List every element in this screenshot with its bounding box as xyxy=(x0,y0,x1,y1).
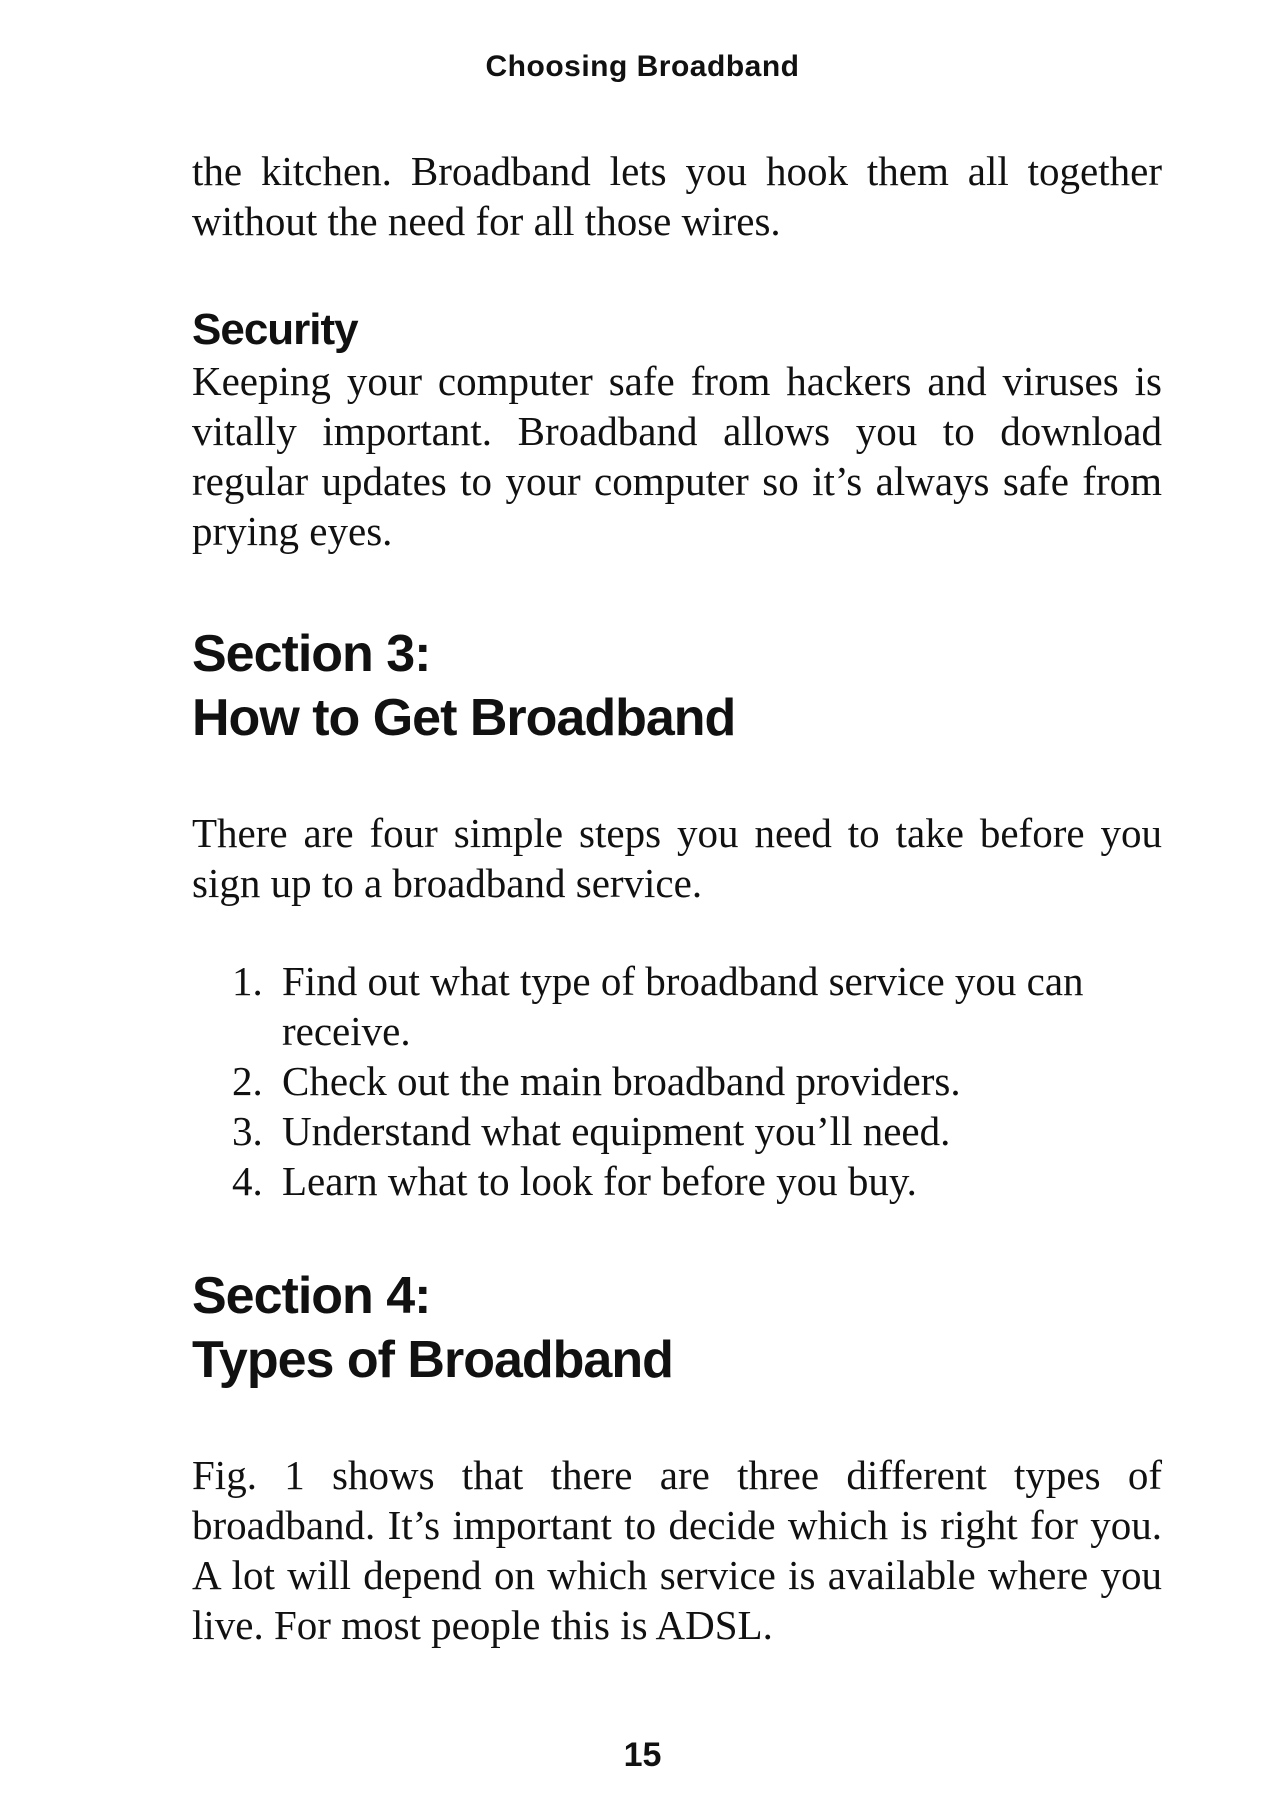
list-item xyxy=(192,1056,1162,1106)
section-4-paragraph: Fig. 1 shows that there are three different types of broadband. It’s important to decide which is right for you. A lot will depend on which service is available where you live. For most people this is ADSL. xyxy=(192,1452,1162,1648)
list-item-number: 1. xyxy=(232,958,263,1004)
list-item xyxy=(192,1106,1162,1156)
list-item xyxy=(192,956,1162,1056)
section-4-heading xyxy=(192,1264,1162,1392)
section-4-title: Types of Broadband xyxy=(192,1331,673,1389)
section-3-number: Section 3: xyxy=(192,625,431,683)
page-content xyxy=(192,146,1162,1650)
list-item-number: 2. xyxy=(232,1058,263,1104)
steps-list xyxy=(192,956,1162,1206)
list-item-number: 4. xyxy=(232,1158,263,1204)
section-3-title: How to Get Broadband xyxy=(192,689,736,747)
list-item-text: Learn what to look for before you buy. xyxy=(282,1158,917,1204)
security-heading: Security xyxy=(192,305,358,354)
list-item-text: Check out the main broadband providers. xyxy=(282,1058,961,1104)
list-item-text: Find out what type of broadband service you can receive. xyxy=(282,958,1084,1054)
running-header: Choosing Broadband xyxy=(485,50,800,83)
section-3-heading xyxy=(192,622,1162,750)
list-item-text: Understand what equipment you’ll need. xyxy=(282,1108,951,1154)
intro-paragraph: the kitchen. Broadband lets you hook them all together without the need for all those wires. xyxy=(192,148,1162,244)
list-item-number: 3. xyxy=(232,1108,263,1154)
section-3-paragraph: There are four simple steps you need to take before you sign up to a broadband service. xyxy=(192,810,1162,906)
section-4-number: Section 4: xyxy=(192,1267,431,1325)
list-item xyxy=(192,1156,1162,1206)
security-paragraph: Keeping your computer safe from hackers and viruses is vitally important. Broadband allows you to download regular updates to your computer so it’s always safe from prying eyes. xyxy=(192,358,1162,554)
page-number: 15 xyxy=(623,1736,662,1774)
